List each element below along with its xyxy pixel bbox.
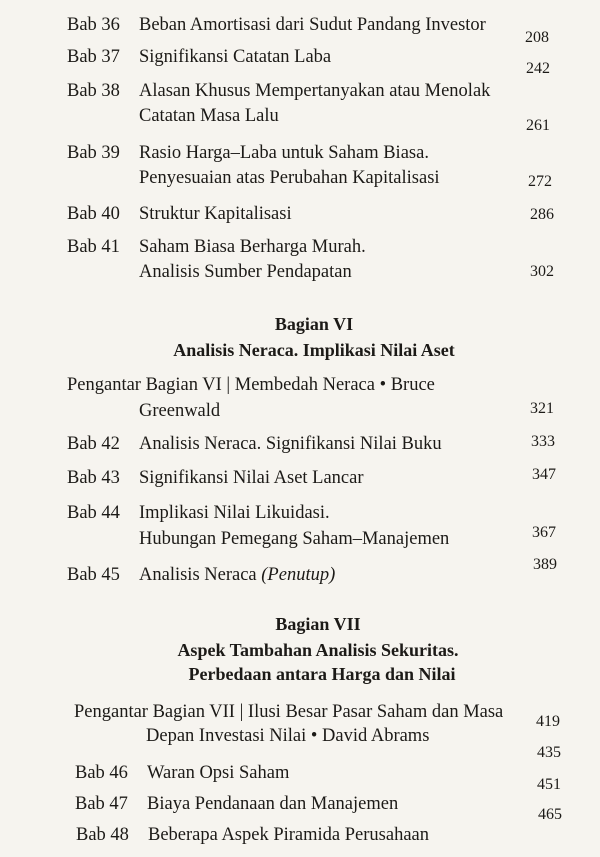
chapter-title-main: Analisis Neraca [139,565,257,585]
chapter-title: Analisis Neraca. Signifikansi Nilai Buku [139,434,442,454]
chapter-title: Beberapa Aspek Piramida Perusahaan [148,825,430,845]
part-heading: Bagian VI [274,314,354,334]
page-number: 302 [530,263,554,280]
chapter-number: Bab 46 [75,763,128,783]
chapter-number: Bab 36 [67,15,120,35]
page-number: 367 [532,524,556,541]
chapter-title: Implikasi Nilai Likuidasi. [139,503,330,523]
chapter-number: Bab 45 [67,565,120,585]
part-intro: Pengantar Bagian VII | Ilusi Besar Pasar Saham dan Masa [74,702,504,722]
part-intro-continued: Depan Investasi Nilai • David Abrams [146,726,430,746]
part-subheading: Analisis Neraca. Implikasi Nilai Aset [173,340,455,360]
chapter-title: Alasan Khusus Mempertanyakan atau Menolak [139,81,491,101]
page-number: 242 [526,60,550,77]
chapter-title-continued: Hubungan Pemegang Saham–Manajemen [139,529,450,549]
chapter-title: Biaya Pendanaan dan Manajemen [147,794,399,814]
chapter-number: Bab 43 [67,468,120,488]
chapter-title: Saham Biasa Berharga Murah. [139,237,366,257]
chapter-number: Bab 39 [67,143,120,163]
page-number: 465 [538,806,562,823]
chapter-number: Bab 40 [67,204,120,224]
chapter-number: Bab 38 [67,81,120,101]
chapter-number: Bab 42 [67,434,120,454]
chapter-title-continued: Catatan Masa Lalu [139,106,279,126]
chapter-title-continued: Analisis Sumber Pendapatan [139,262,352,282]
part-subheading: Perbedaan antara Harga dan Nilai [188,664,456,684]
page-number: 435 [537,744,561,761]
chapter-title: Rasio Harga–Laba untuk Saham Biasa. [139,143,429,163]
page-number: 286 [530,206,554,223]
page-number: 333 [531,433,555,450]
page-number: 321 [530,400,554,417]
chapter-title: Signifikansi Nilai Aset Lancar [139,468,364,488]
page-number: 451 [537,776,561,793]
chapter-title: Struktur Kapitalisasi [139,204,292,224]
chapter-number: Bab 47 [75,794,128,814]
page-number: 272 [528,173,552,190]
chapter-number: Bab 48 [76,825,129,845]
chapter-number: Bab 37 [67,47,120,67]
part-heading: Bagian VII [275,614,361,634]
page-number: 419 [536,713,560,730]
page-number: 208 [525,29,549,46]
part-intro: Pengantar Bagian VI | Membedah Neraca • Bruce [67,375,435,395]
chapter-title: Beban Amortisasi dari Sudut Pandang Investor [139,15,486,35]
chapter-title [139,563,335,587]
chapter-title: Signifikansi Catatan Laba [139,47,332,67]
chapter-number: Bab 44 [67,503,120,523]
chapter-number: Bab 41 [67,237,120,257]
page-number: 261 [526,117,550,134]
part-intro-continued: Greenwald [139,401,221,421]
chapter-title: Waran Opsi Saham [147,763,290,783]
chapter-title-continued: Penyesuaian atas Perubahan Kapitalisasi [139,168,440,188]
part-subheading: Aspek Tambahan Analisis Sekuritas. [177,640,459,660]
page-number: 389 [533,556,557,573]
chapter-title-italic: (Penutup) [261,565,336,585]
page-number: 347 [532,466,556,483]
